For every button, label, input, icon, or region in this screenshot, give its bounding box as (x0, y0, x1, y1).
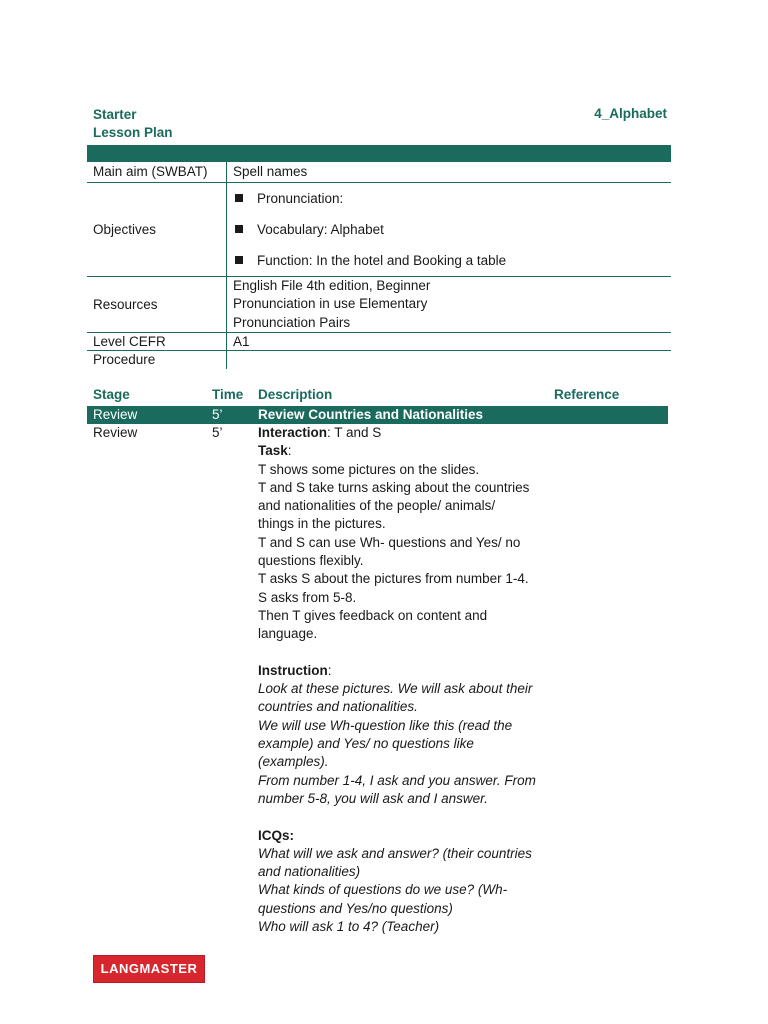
list-item: Vocabulary: Alphabet (233, 214, 665, 245)
lesson-info-table (87, 162, 671, 369)
icqs-text: What will we ask and answer? (their countries and nationalities) What kinds of questions do we use? (Wh- questions and Yes/no questions) Who will ask 1 to 4? (Teacher) (258, 845, 532, 935)
row-time: 5’ (212, 425, 223, 440)
main-aim-value: Spell names (227, 162, 672, 182)
task-label: Task (258, 443, 288, 459)
interaction-value: : T and S (327, 425, 382, 440)
header-bar (87, 145, 671, 162)
list-item: Pronunciation: (233, 183, 665, 214)
level-value: A1 (227, 333, 672, 351)
objectives-list (233, 183, 665, 276)
review-bar-stage: Review (93, 407, 138, 422)
bullet-square-icon (235, 256, 243, 264)
level-label: Level CEFR (87, 333, 227, 351)
list-item: Pronunciation in use Elementary (233, 296, 428, 311)
time-header: Time (212, 387, 244, 402)
resources-label: Resources (87, 276, 227, 333)
course-level: Starter (93, 107, 137, 122)
list-item: Function: In the hotel and Booking a table (233, 245, 665, 276)
review-bar (87, 406, 668, 424)
document-type: Lesson Plan (93, 125, 173, 140)
stage-header: Stage (93, 387, 130, 402)
objectives-label: Objectives (87, 182, 227, 276)
list-item: English File 4th edition, Beginner (233, 277, 431, 293)
review-bar-title: Review Countries and Nationalities (258, 407, 484, 422)
bullet-square-icon (235, 225, 243, 233)
document-header (93, 106, 173, 142)
bullet-square-icon (235, 194, 243, 202)
description-header: Description (258, 387, 333, 402)
row-stage: Review (93, 425, 138, 440)
icqs-label: ICQs (258, 827, 290, 843)
resources-list (227, 276, 672, 333)
task-text: T shows some pictures on the slides. T and S take turns asking about the countries and nationalities of the people/ animals/ things in the pictures. T and S can use Wh- questions and Yes/ no questions flexibly. T asks S about the pictures from number 1-4. S asks from 5-8. Then T gives feedback on content and language. (258, 461, 530, 642)
review-bar-time: 5’ (212, 407, 223, 422)
instruction-label: Instruction (258, 662, 328, 678)
procedure-label: Procedure (93, 352, 156, 368)
langmaster-logo: LANGMASTER (93, 955, 205, 983)
interaction-label: Interaction (258, 425, 328, 440)
list-item: Pronunciation Pairs (233, 314, 351, 330)
instruction-text: Look at these pictures. We will ask about their countries and nationalities. We will use Wh-question like this (read the example) and Yes/ no questions like (examples). From number 1-4, I ask and you answer. From number 5-8, you will ask and I answer. (258, 681, 536, 806)
unit-title: 4_Alphabet (594, 106, 667, 121)
row-description: Interaction: T and S Task: T shows some pictures on the slides. T and S take turns asking about the countries and nationalities of the people/ animals/ things in the pictures. T and S can use Wh- questions and Yes/ no questions flexibly. T asks S about the pictures from number 1-4. S asks from 5-8. Then T gives feedback on content and language. Instruction: Look at these pictures. We will ask about their countries and nationalities. We will use Wh-question like this (read the example) and Yes/ no questions like (examples). From number 1-4, I ask and you answer. From number 5-8, you will ask and I answer. ICQs: What will we ask and answer? (their countries and nationalities) What kinds of questions do we use? (Wh- questions and Yes/no questions) Who will ask 1 to 4? (Teacher) (258, 424, 548, 936)
reference-header: Reference (554, 387, 620, 402)
main-aim-label: Main aim (SWBAT) (87, 162, 227, 182)
